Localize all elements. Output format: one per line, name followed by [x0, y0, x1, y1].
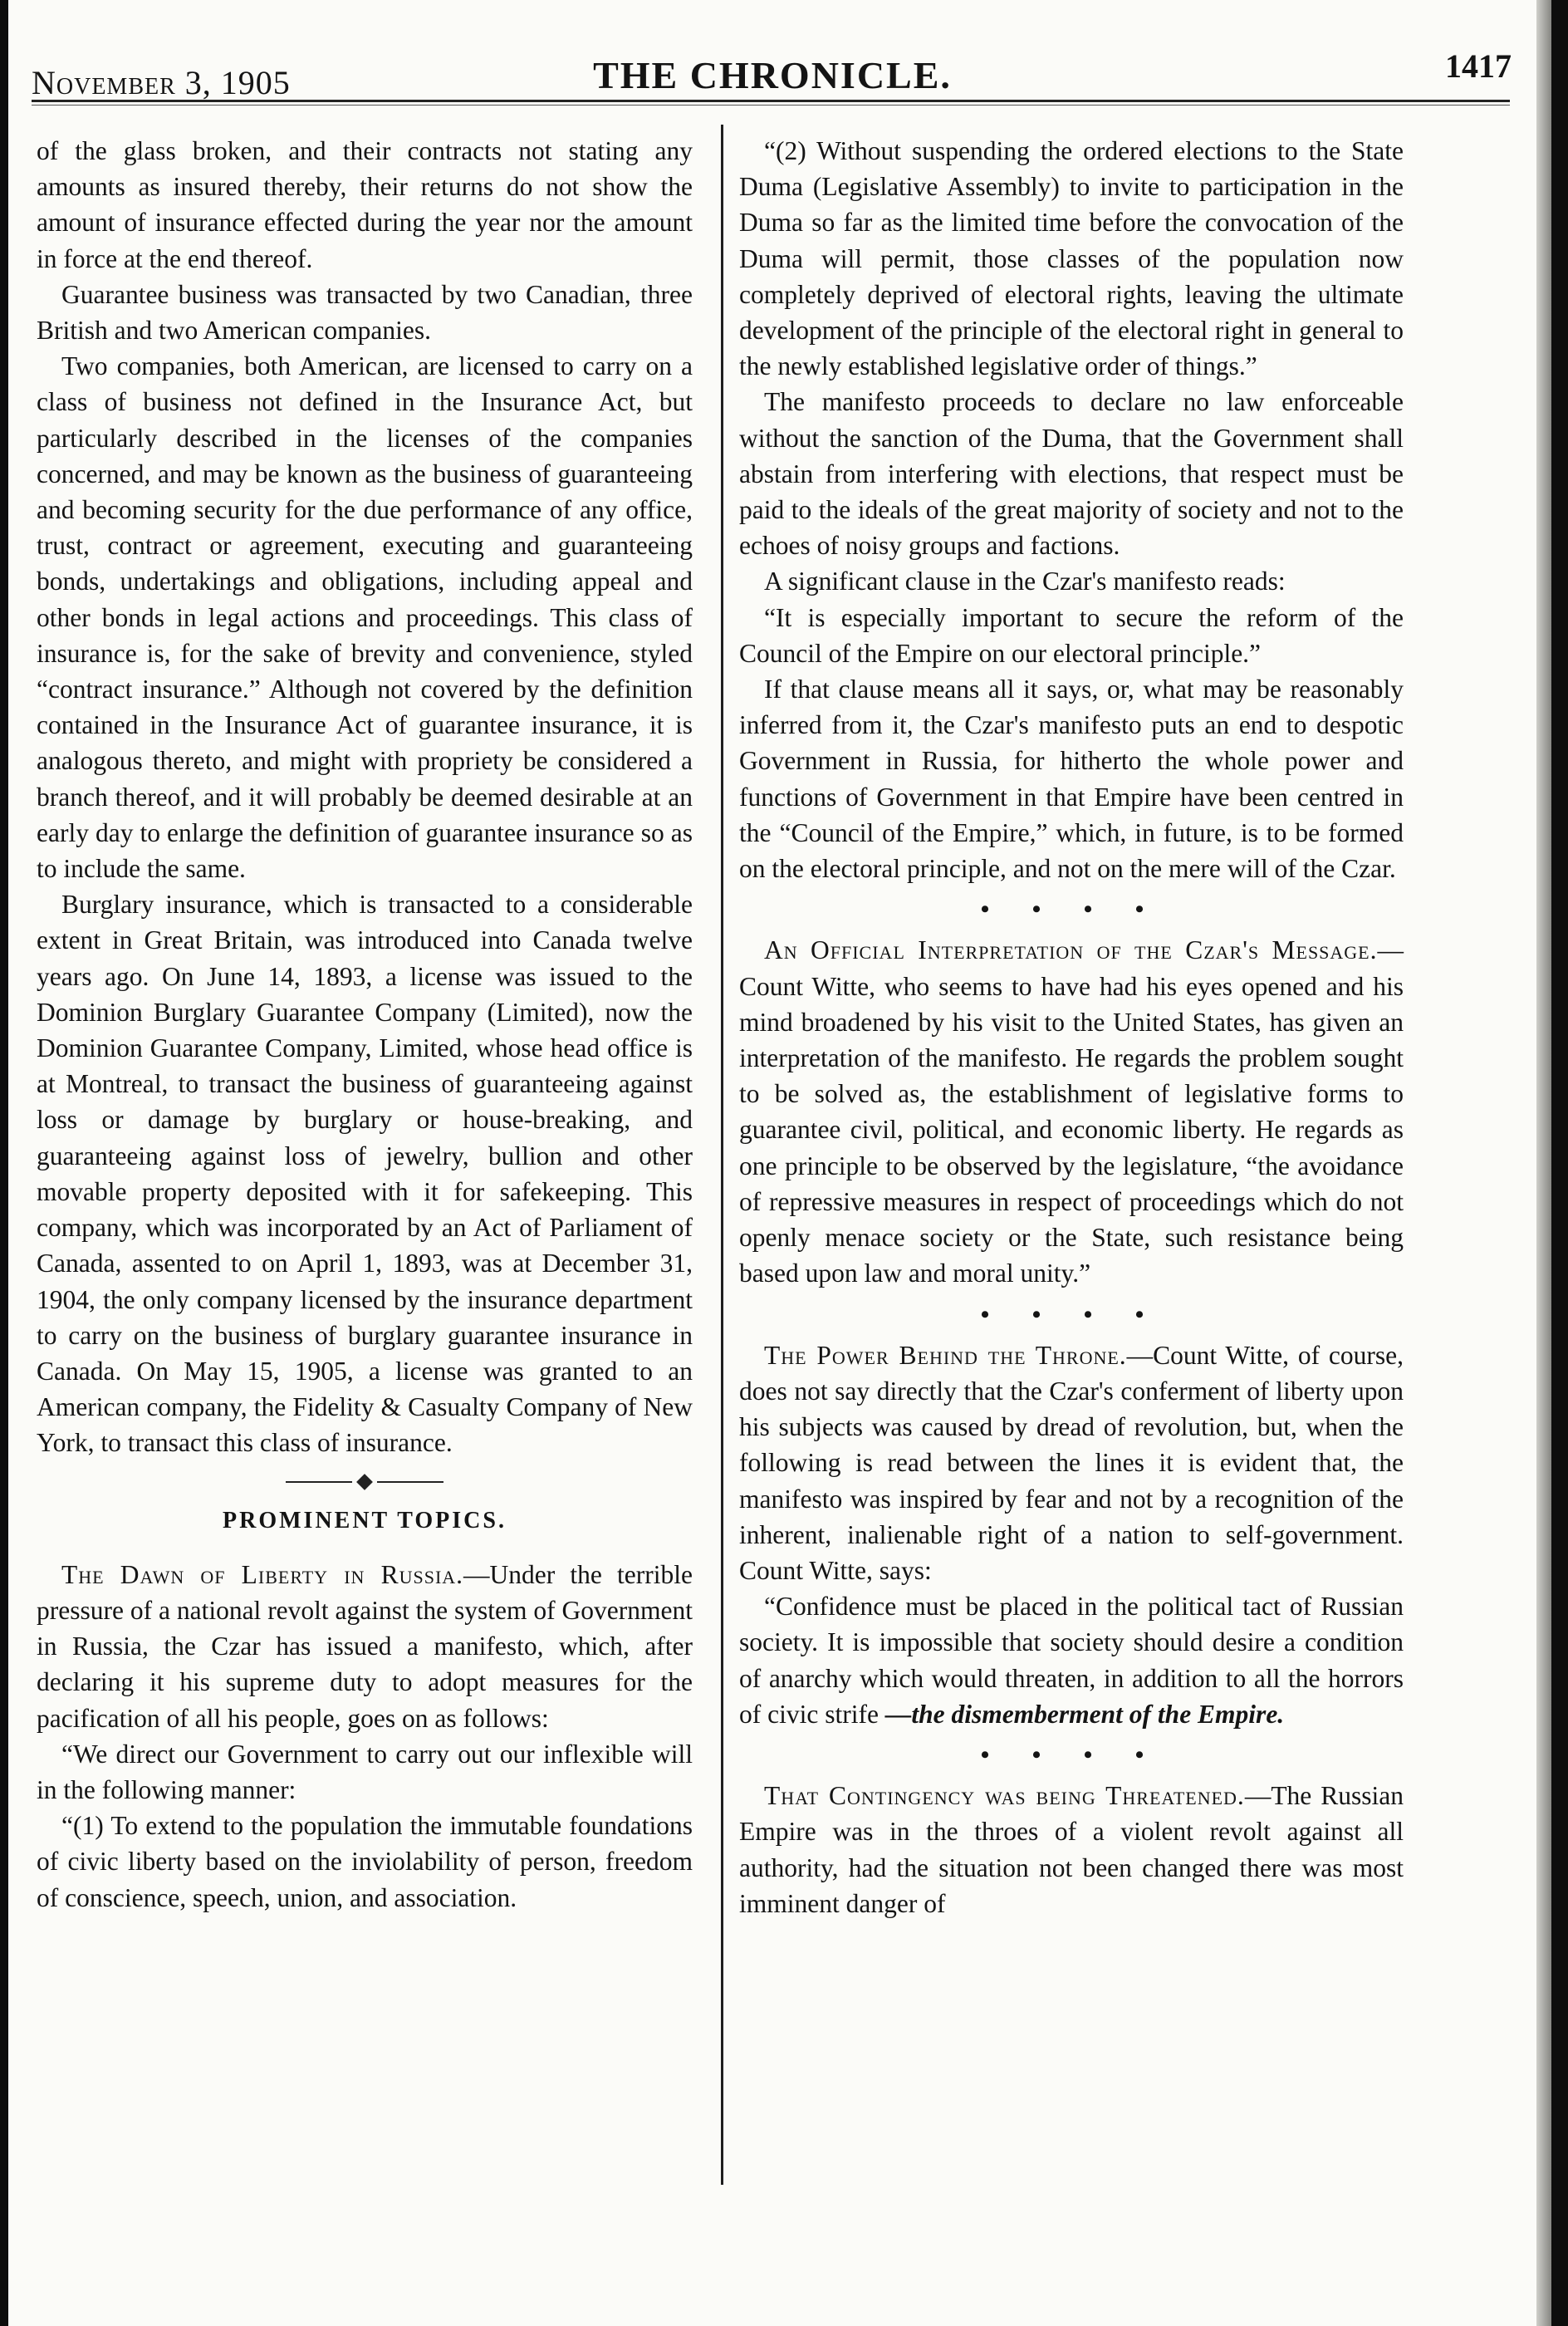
- topic-title: That Contingency was being Threatened.: [764, 1781, 1245, 1811]
- section-ornament: [37, 1473, 693, 1491]
- topic-body: —Under the terrible pressure of a national revolt against the system of Government in Russia, the Czar has issued a manifesto, which, after declaring it his supreme duty to adopt measures for the pacification of all his people, goes on as follows:: [37, 1559, 693, 1733]
- issue-date: November 3, 1905: [32, 64, 291, 101]
- page-edge-shadow: [1536, 0, 1551, 2326]
- page-number: 1417: [1445, 47, 1512, 85]
- quote-point-1: “(1) To extend to the population the immutable foundations of civic liberty based on the inviolability of person, freedom of conscience, speech, union, and association.: [37, 1811, 693, 1912]
- paragraph-guarantee-business: Guarantee business was transacted by two Canadian, three British and two American companies.: [37, 279, 693, 346]
- topic-power-behind-throne: [739, 1337, 1404, 1588]
- header-rule-thin: [32, 105, 1510, 106]
- quote-intro: “We direct our Government to carry out our inflexible will in the following manner:: [37, 1739, 693, 1804]
- left-column: [37, 133, 693, 1916]
- paragraph-burglary-insurance: Burglary insurance, which is transacted to a considerable extent in Great Britain, was introduced into Canada twelve years ago. On June 14, 1893, a license was issued to the Dominion Burglary Guarantee Company (Limited), now the Dominion Guarantee Company, Limited, whose head office is at Montreal, to transact the business of guaranteeing against loss or damage by burglary or house-breaking, and guaranteeing against loss of jewelry, bullion and other movable property deposited with it for safekeeping. This company, which was incorporated by an Act of Parliament of Canada, assented to on April 1, 1893, was at December 31, 1904, the only company licensed by the insurance department to carry on the business of burglary guarantee insurance in Canada. On May 15, 1905, a license was granted to an American company, the Fidelity & Casualty Company of New York, to transact this class of insurance.: [37, 890, 693, 1458]
- topic-official-interpretation: [739, 932, 1404, 1291]
- newspaper-page: [8, 0, 1551, 2326]
- section-stars: • • • •: [980, 896, 1163, 924]
- paragraph-significant-clause: A significant clause in the Czar's manifesto reads:: [764, 567, 1286, 596]
- right-column: [739, 133, 1404, 1921]
- column-divider: [721, 125, 723, 2185]
- paragraph-despotic-government: If that clause means all it says, or, what may be reasonably inferred from it, the Czar's manifesto puts an end to despotic Government in Russia, for hitherto the whole power and functions of Government in that Empire have been centred in the “Council of the Empire,” which, in future, is to be formed on the electoral principle, and not on the mere will of the Czar.: [739, 675, 1404, 884]
- topic-body: —The Russian Empire was in the throes of a violent revolt against all authority, had the situation not been changed there was most imminent danger of: [739, 1781, 1404, 1918]
- topic-title: The Power Behind the Throne.: [764, 1340, 1127, 1370]
- paragraph-contract-insurance: Two companies, both American, are licensed to carry on a class of business not defined in the Insurance Act, but particularly described in the licenses of the companies concerned, and may be known as the business of guaranteeing and becoming security for the due performance of any office, trust, contract or agreement, executing and guaranteeing bonds, undertakings and obligations, including appeal and other bonds in legal actions and proceedings. This class of insurance is, for the sake of brevity and convenience, styled “contract insurance.” Although not covered by the definition contained in the Insurance Act of guarantee insurance, it is analogous thereto, and might with propriety be considered a branch thereof, and it will probably be deemed desirable at an early day to enlarge the definition of guarantee insurance so as to include the same.: [37, 351, 693, 884]
- section-stars: • • • •: [980, 1740, 1163, 1769]
- paragraph-manifesto: The manifesto proceeds to declare no law enforceable without the sanction of the Duma, that the Government shall abstain from interfering with elections, that respect must be paid to the ideals of the great majority of society and not to the echoes of noisy groups and factions.: [739, 387, 1404, 561]
- topic-body: —Count Witte, of course, does not say directly that the Czar's conferment of liberty upon his subjects was caused by dread of revolution, but, when the following is read between the lines it is evident that, the manifesto was inspired by fear and not by a recognition of the inherent, inalienable right of a nation to self-government. Count Witte, says:: [739, 1340, 1404, 1585]
- section-heading: PROMINENT TOPICS.: [223, 1507, 507, 1533]
- quote-point-2: “(2) Without suspending the ordered elections to the State Duma (Legislative Assembly) to invite to participation in the Duma so far as the limited time before the convocation of the Duma will permit, those classes of the population now completely deprived of electoral rights, leaving the ultimate development of the principle of the electoral right in general to the newly established legislative order of things.”: [739, 136, 1404, 381]
- quote-witte-confidence: [739, 1588, 1404, 1732]
- topic-title: The Dawn of Liberty in Russia.: [61, 1559, 464, 1589]
- header-rule: [32, 100, 1510, 102]
- topic-body: —Count Witte, who seems to have had his eyes opened and his mind broadened by his visit to the United States, has given an interpretation of the manifesto. He regards the problem sought to be solved as, the establishment of legislative forms to guarantee civil, political, and economic liberty. He regards as one principle to be observed by the legislature, “the avoidance of repressive measures in respect of proceedings which do not openly menace society or the State, such resistance being based upon law and moral unity.”: [739, 935, 1404, 1288]
- publication-title: THE CHRONICLE.: [593, 54, 952, 96]
- paragraph-glass-returns: of the glass broken, and their contracts not stating any amounts as insured thereby, their returns do not show the amount of insurance effected during the year nor the amount in force at the end thereof.: [37, 136, 693, 273]
- page-header: [8, 25, 1536, 100]
- topic-title: An Official Interpretation of the Czar's Message.: [764, 935, 1378, 965]
- quote-emphasis: —the dismemberment of the Empire.: [884, 1699, 1285, 1729]
- topic-contingency-threatened: [739, 1778, 1404, 1921]
- section-stars: • • • •: [980, 1300, 1163, 1328]
- topic-dawn-of-liberty: [37, 1557, 693, 1736]
- quote-text: “Confidence must be placed in the political tact of Russian society. It is impossible that society should desire a condition of anarchy which would threaten, in addition to all the horrors of civic strife: [739, 1592, 1404, 1729]
- quote-council-reform: “It is especially important to secure the reform of the Council of the Empire on our electoral principle.”: [739, 602, 1404, 668]
